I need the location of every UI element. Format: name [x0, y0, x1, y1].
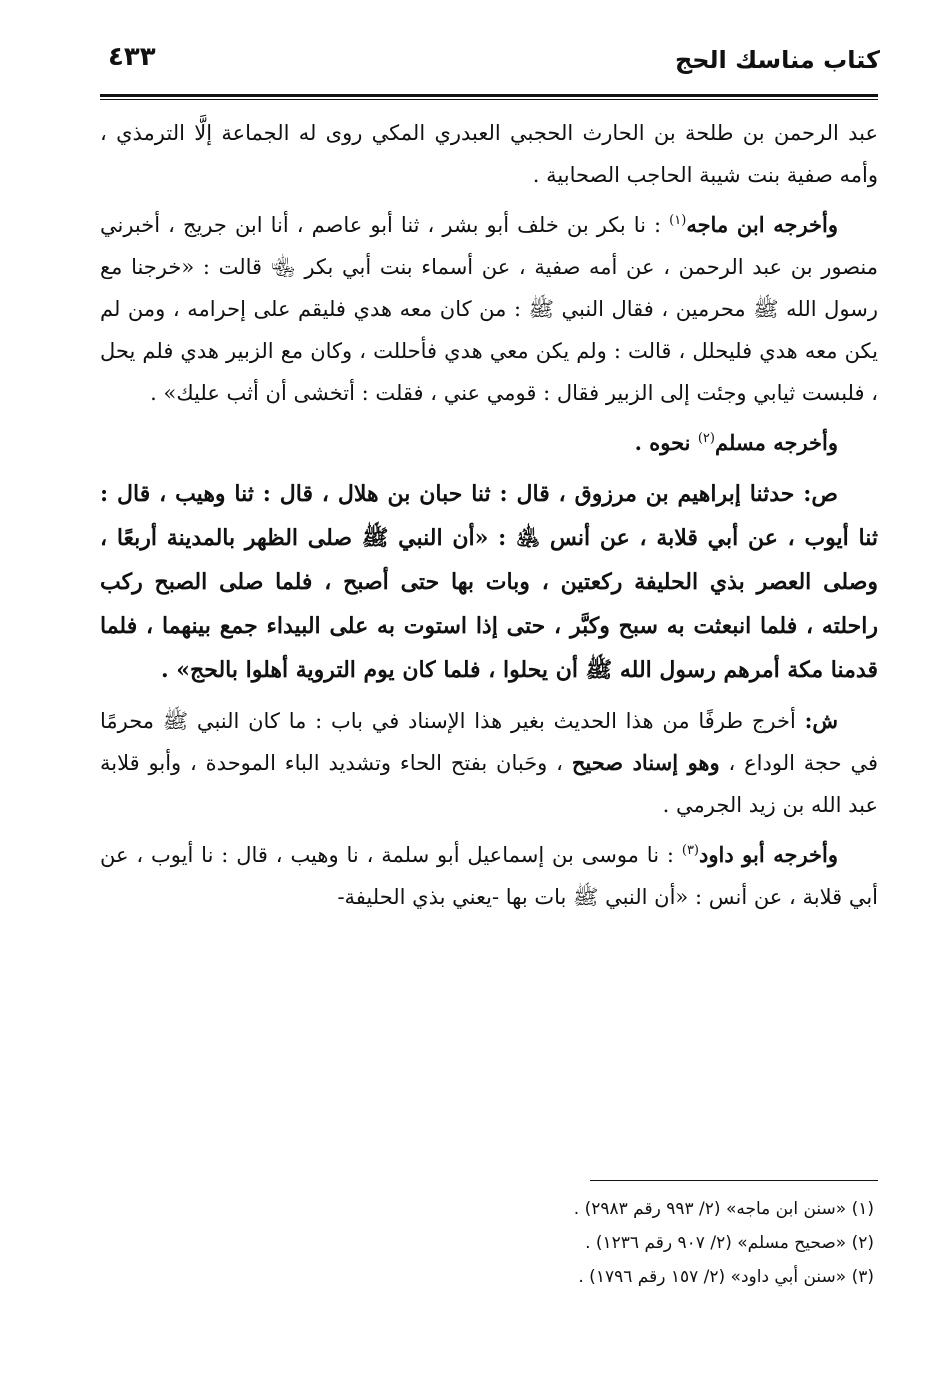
paragraph-matn: ص: حدثنا إبراهيم بن مرزوق ، قال : ثنا حبان بن هلال ، قال : ثنا وهيب ، قال : ثنا أيوب ، عن أبي قلابة ، عن أنس ﵁ : «أن النبي ﷺ صلى الظهر بالمدينة أربعًا ، وصلى العصر بذي الحليفة ركعتين ، وبات بها حتى أصبح ، فلما صلى الصبح ركب راحلته ، فلما انبعثت به سبح وكبَّر ، حتى إذا استوت به على البيداء جمع بينهما ، فلما قدمنا مكة أمرهم رسول الله ﷺ أن يحلوا ، فلما كان يوم التروية أهلوا بالحج» .	[100, 481, 878, 683]
footnotes	[100, 1192, 878, 1294]
footnote-2: (٢) «صحيح مسلم» (٢/ ٩٠٧ رقم ١٢٣٦) .	[585, 1233, 874, 1253]
footnote-3: (٣) «سنن أبي داود» (٢/ ١٥٧ رقم ١٧٩٦) .	[578, 1267, 874, 1287]
header-divider-thin	[100, 99, 878, 100]
running-title: كتاب مناسك الحج	[674, 46, 880, 74]
paragraph-text: : نا موسى بن إسماعيل أبو سلمة ، نا وهيب ، قال : نا أيوب ، عن أبي قلابة ، عن أنس : «أن النبي ﷺ بات بها -يعني بذي الحليفة-	[100, 843, 878, 909]
paragraph-text: نحوه .	[634, 430, 698, 455]
paragraph-text: أخرج طرفًا من هذا الحديث بغير هذا الإسناد في باب : ما كان النبي ﷺ محرمًا في حجة الوداع ،	[100, 709, 878, 775]
paragraph-abu-dawud	[100, 834, 878, 918]
paragraph-text: : نا بكر بن خلف أبو بشر ، ثنا أبو عاصم ، أنا ابن جريج ، أخبرني منصور بن عبد الرحمن ، عن أمه صفية ، عن أسماء بنت أبي بكر ﵄ قالت : «خرجنا مع رسول الله ﷺ محرمين ، فقال النبي ﷺ : من كان معه هدي فليقم على إحرامه ، ومن لم يكن معه هدي فليحلل ، قالت : ولم يكن معي هدي فأحللت ، وكان مع الزبير هدي فلم يحل ، فلبست ثيابي وجئت إلى الزبير فقال : قومي عني ، فقلت : أتخشى أن أثب عليك» .	[100, 213, 878, 405]
paragraph-ibn-majah	[100, 204, 878, 414]
commentary-lead: ش:	[804, 708, 838, 733]
grading-text: وهو إسناد صحيح	[571, 750, 720, 775]
footnote-ref: (٣)	[681, 843, 699, 858]
paragraph-commentary	[100, 700, 878, 826]
page-number: ٤٣٣	[108, 42, 156, 72]
paragraph-text: ، وحَبان بفتح الحاء وتشديد الباء الموحدة ، وأبو قلابة عبد الله بن زيد الجرمي .	[100, 751, 878, 817]
source-lead: وأخرجه مسلم	[714, 430, 838, 455]
source-lead: وأخرجه ابن ماجه	[686, 212, 838, 237]
source-lead: وأخرجه أبو داود	[699, 842, 838, 867]
main-text	[100, 112, 878, 926]
footnote-divider	[590, 1180, 878, 1181]
footnote-1: (١) «سنن ابن ماجه» (٢/ ٩٩٣ رقم ٢٩٨٣) .	[573, 1199, 874, 1219]
footnote-ref: (٢)	[697, 431, 715, 446]
footnote-ref: (١)	[669, 213, 687, 228]
paragraph-narrator-note: عبد الرحمن بن طلحة بن الحارث الحجبي العبدري المكي روى له الجماعة إلَّا الترمذي ، وأمه صفية بنت شيبة الحاجب الصحابية .	[100, 121, 878, 187]
page-header	[100, 40, 880, 90]
paragraph-muslim	[100, 422, 878, 464]
header-divider	[100, 94, 878, 97]
